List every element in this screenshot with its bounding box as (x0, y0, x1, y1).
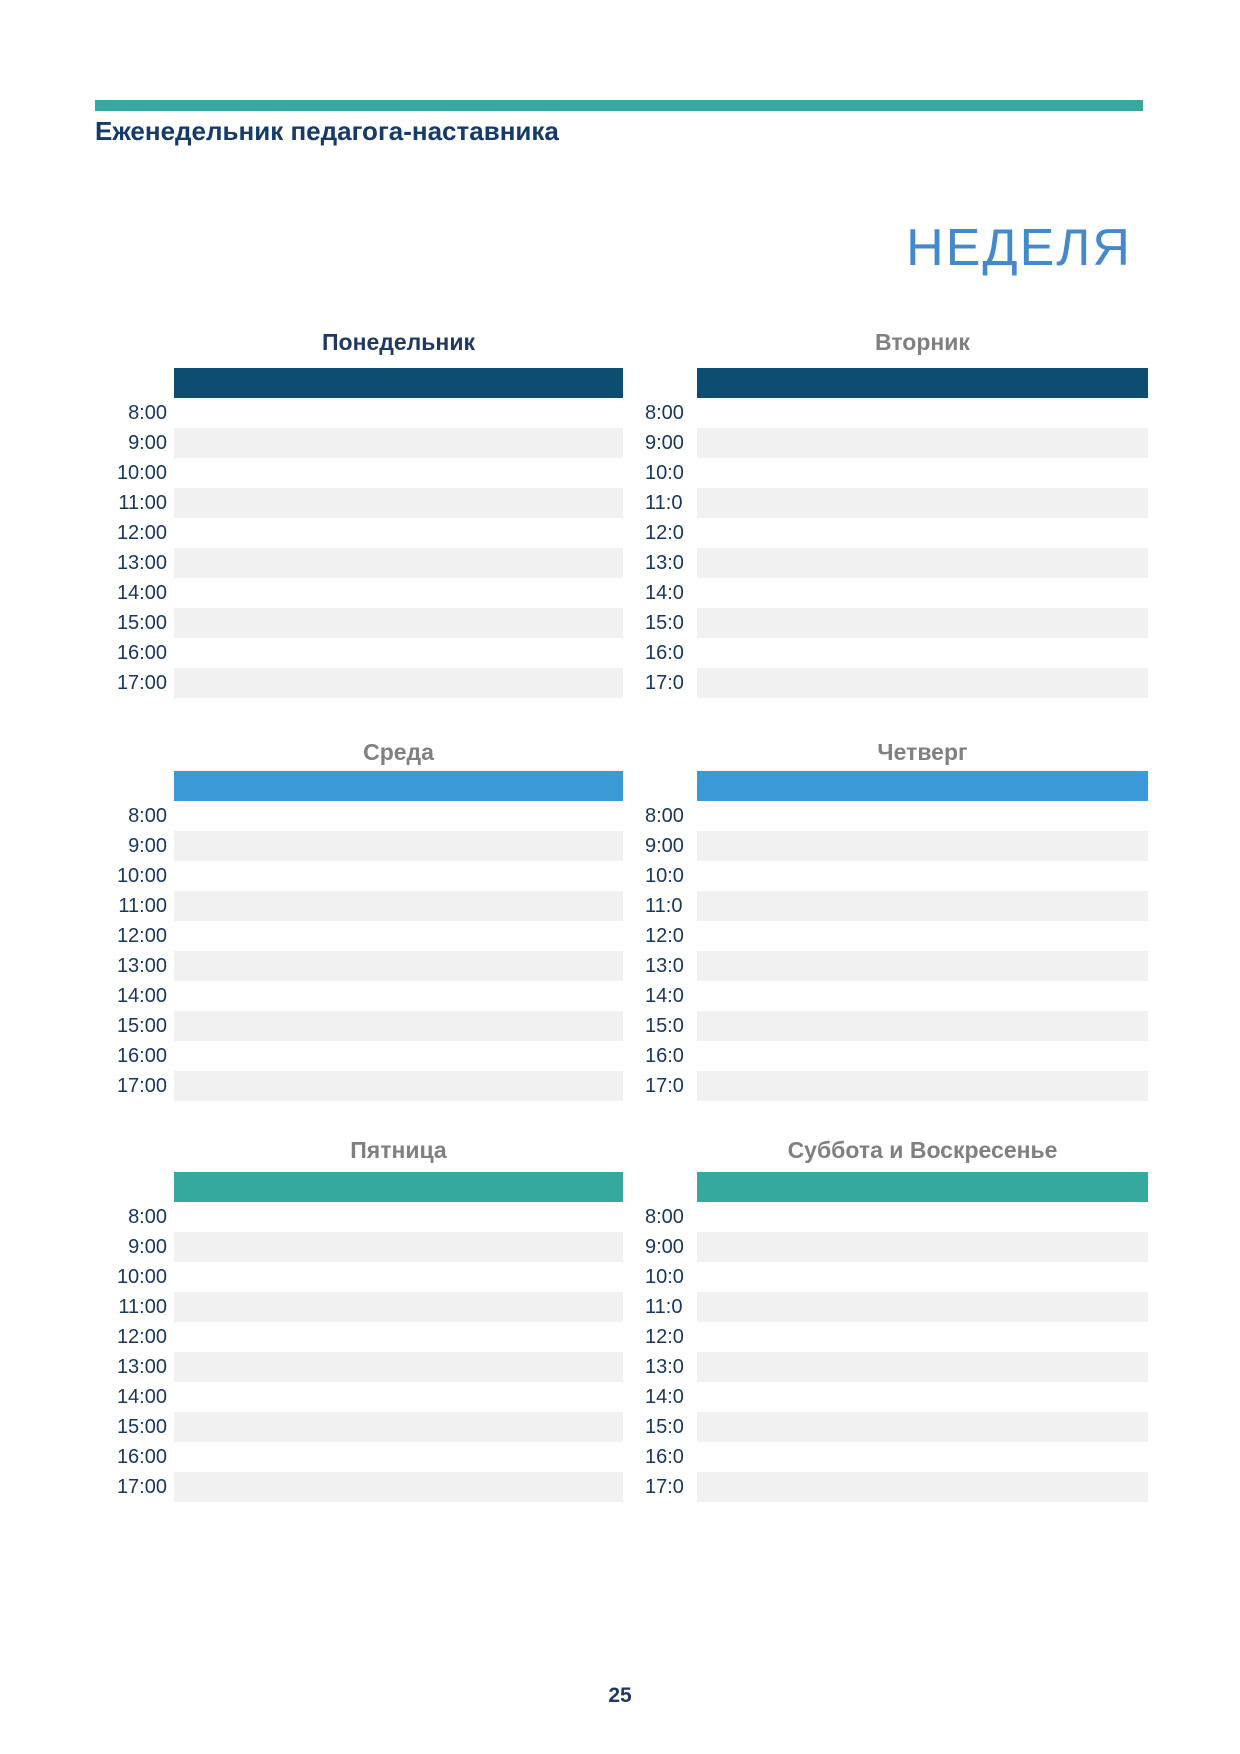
time-slot-row-saturday-sunday-1 (697, 1232, 1148, 1262)
time-label-tuesday-2: 10:0 (645, 462, 684, 484)
time-slot-row-thursday-3 (697, 891, 1148, 921)
time-slot-row-tuesday-1 (697, 428, 1148, 458)
time-label-thursday-8: 16:0 (645, 1045, 684, 1067)
time-label-saturday-sunday-9: 17:0 (645, 1476, 684, 1498)
time-label-friday-5: 13:00 (116, 1356, 167, 1378)
day-title-wednesday: Среда (363, 739, 434, 765)
time-slot-row-wednesday-5 (174, 951, 623, 981)
time-slot-row-thursday-7 (697, 1011, 1148, 1041)
time-slot-row-saturday-sunday-9 (697, 1472, 1148, 1502)
time-slot-row-monday-8 (174, 638, 623, 668)
document-title: Еженедельник педагога-наставника (95, 116, 559, 146)
time-label-saturday-sunday-3: 11:0 (645, 1296, 683, 1318)
day-header-bar-wednesday (174, 771, 623, 801)
time-label-wednesday-5: 13:00 (116, 955, 167, 977)
time-slot-row-wednesday-2 (174, 861, 623, 891)
time-label-friday-2: 10:00 (116, 1266, 167, 1288)
time-label-tuesday-5: 13:0 (645, 552, 684, 574)
time-label-saturday-sunday-0: 8:00 (645, 1206, 684, 1228)
time-slot-row-thursday-8 (697, 1041, 1148, 1071)
day-header-bar-tuesday (697, 368, 1148, 398)
time-slot-row-wednesday-3 (174, 891, 623, 921)
time-label-monday-6: 14:00 (116, 582, 167, 604)
time-label-saturday-sunday-7: 15:0 (645, 1416, 684, 1438)
time-label-monday-3: 11:00 (118, 492, 167, 514)
day-header-bar-friday (174, 1172, 623, 1202)
time-label-tuesday-8: 16:0 (645, 642, 684, 664)
time-label-tuesday-0: 8:00 (645, 402, 684, 424)
time-slot-row-thursday-6 (697, 981, 1148, 1011)
time-slot-row-thursday-1 (697, 831, 1148, 861)
time-slot-row-friday-8 (174, 1442, 623, 1472)
time-slot-row-thursday-0 (697, 801, 1148, 831)
time-slot-row-monday-2 (174, 458, 623, 488)
time-label-wednesday-9: 17:00 (116, 1075, 167, 1097)
time-label-saturday-sunday-4: 12:0 (645, 1326, 684, 1348)
time-label-friday-9: 17:00 (116, 1476, 167, 1498)
time-label-saturday-sunday-5: 13:0 (645, 1356, 684, 1378)
time-label-tuesday-4: 12:0 (645, 522, 684, 544)
time-label-thursday-9: 17:0 (645, 1075, 684, 1097)
time-label-wednesday-6: 14:00 (116, 985, 167, 1007)
time-slot-row-tuesday-8 (697, 638, 1148, 668)
time-slot-row-wednesday-1 (174, 831, 623, 861)
day-title-monday: Понедельник (322, 329, 475, 355)
time-slot-row-friday-4 (174, 1322, 623, 1352)
time-slot-row-tuesday-3 (697, 488, 1148, 518)
time-slot-row-saturday-sunday-7 (697, 1412, 1148, 1442)
time-slot-row-monday-9 (174, 668, 623, 698)
time-label-friday-1: 9:00 (128, 1236, 167, 1258)
time-label-thursday-3: 11:0 (645, 895, 683, 917)
time-slot-row-wednesday-6 (174, 981, 623, 1011)
time-slot-row-thursday-4 (697, 921, 1148, 951)
time-label-saturday-sunday-2: 10:0 (645, 1266, 684, 1288)
time-label-wednesday-7: 15:00 (116, 1015, 167, 1037)
time-label-saturday-sunday-1: 9:00 (645, 1236, 684, 1258)
time-label-wednesday-0: 8:00 (128, 805, 167, 827)
time-label-friday-8: 16:00 (116, 1446, 167, 1468)
time-slot-row-wednesday-0 (174, 801, 623, 831)
time-slot-row-tuesday-0 (697, 398, 1148, 428)
time-label-thursday-2: 10:0 (645, 865, 684, 887)
time-slot-row-thursday-2 (697, 861, 1148, 891)
time-slot-row-tuesday-5 (697, 548, 1148, 578)
time-label-monday-0: 8:00 (128, 402, 167, 424)
time-label-friday-7: 15:00 (116, 1416, 167, 1438)
time-label-monday-2: 10:00 (116, 462, 167, 484)
time-slot-row-wednesday-8 (174, 1041, 623, 1071)
time-label-monday-9: 17:00 (116, 672, 167, 694)
time-label-wednesday-3: 11:00 (118, 895, 167, 917)
time-slot-row-friday-0 (174, 1202, 623, 1232)
time-slot-row-saturday-sunday-6 (697, 1382, 1148, 1412)
time-slot-row-friday-5 (174, 1352, 623, 1382)
time-label-tuesday-1: 9:00 (645, 432, 684, 454)
time-slot-row-friday-7 (174, 1412, 623, 1442)
time-slot-row-monday-0 (174, 398, 623, 428)
time-slot-row-thursday-5 (697, 951, 1148, 981)
page-number: 25 (608, 1684, 632, 1707)
time-slot-row-wednesday-7 (174, 1011, 623, 1041)
time-slot-row-wednesday-4 (174, 921, 623, 951)
time-label-tuesday-6: 14:0 (645, 582, 684, 604)
time-label-wednesday-1: 9:00 (128, 835, 167, 857)
time-slot-row-tuesday-9 (697, 668, 1148, 698)
time-label-thursday-4: 12:0 (645, 925, 684, 947)
time-slot-row-tuesday-4 (697, 518, 1148, 548)
time-slot-row-friday-9 (174, 1472, 623, 1502)
time-label-friday-4: 12:00 (116, 1326, 167, 1348)
time-label-wednesday-8: 16:00 (116, 1045, 167, 1067)
time-slot-row-friday-2 (174, 1262, 623, 1292)
time-slot-row-tuesday-7 (697, 608, 1148, 638)
day-header-bar-monday (174, 368, 623, 398)
time-label-monday-7: 15:00 (116, 612, 167, 634)
time-slot-row-saturday-sunday-5 (697, 1352, 1148, 1382)
time-slot-row-monday-6 (174, 578, 623, 608)
time-label-monday-4: 12:00 (116, 522, 167, 544)
time-slot-row-saturday-sunday-4 (697, 1322, 1148, 1352)
day-header-bar-thursday (697, 771, 1148, 801)
time-label-friday-6: 14:00 (116, 1386, 167, 1408)
time-slot-row-monday-7 (174, 608, 623, 638)
time-label-thursday-6: 14:0 (645, 985, 684, 1007)
time-slot-row-thursday-9 (697, 1071, 1148, 1101)
time-slot-row-tuesday-6 (697, 578, 1148, 608)
time-label-thursday-0: 8:00 (645, 805, 684, 827)
time-slot-row-friday-6 (174, 1382, 623, 1412)
time-label-thursday-1: 9:00 (645, 835, 684, 857)
time-label-tuesday-3: 11:0 (645, 492, 683, 514)
time-label-tuesday-7: 15:0 (645, 612, 684, 634)
time-label-tuesday-9: 17:0 (645, 672, 684, 694)
time-label-friday-0: 8:00 (128, 1206, 167, 1228)
time-slot-row-saturday-sunday-8 (697, 1442, 1148, 1472)
day-title-thursday: Четверг (877, 739, 968, 765)
time-slot-row-friday-1 (174, 1232, 623, 1262)
time-label-monday-1: 9:00 (128, 432, 167, 454)
time-label-wednesday-2: 10:00 (116, 865, 167, 887)
time-slot-row-monday-4 (174, 518, 623, 548)
time-label-thursday-7: 15:0 (645, 1015, 684, 1037)
top-accent-rule (95, 100, 1143, 111)
day-title-friday: Пятница (350, 1137, 447, 1163)
time-label-monday-8: 16:00 (116, 642, 167, 664)
time-slot-row-friday-3 (174, 1292, 623, 1322)
time-label-wednesday-4: 12:00 (116, 925, 167, 947)
time-slot-row-monday-5 (174, 548, 623, 578)
time-label-monday-5: 13:00 (116, 552, 167, 574)
time-label-friday-3: 11:00 (118, 1296, 167, 1318)
time-slot-row-saturday-sunday-0 (697, 1202, 1148, 1232)
time-label-thursday-5: 13:0 (645, 955, 684, 977)
week-heading: НЕДЕЛЯ (906, 219, 1132, 277)
time-slot-row-tuesday-2 (697, 458, 1148, 488)
day-header-bar-saturday-sunday (697, 1172, 1148, 1202)
time-slot-row-saturday-sunday-3 (697, 1292, 1148, 1322)
time-label-saturday-sunday-8: 16:0 (645, 1446, 684, 1468)
time-slot-row-monday-3 (174, 488, 623, 518)
day-title-saturday-sunday: Суббота и Воскресенье (787, 1137, 1058, 1163)
time-slot-row-wednesday-9 (174, 1071, 623, 1101)
time-slot-row-saturday-sunday-2 (697, 1262, 1148, 1292)
day-title-tuesday: Вторник (875, 329, 970, 355)
time-label-saturday-sunday-6: 14:0 (645, 1386, 684, 1408)
time-slot-row-monday-1 (174, 428, 623, 458)
